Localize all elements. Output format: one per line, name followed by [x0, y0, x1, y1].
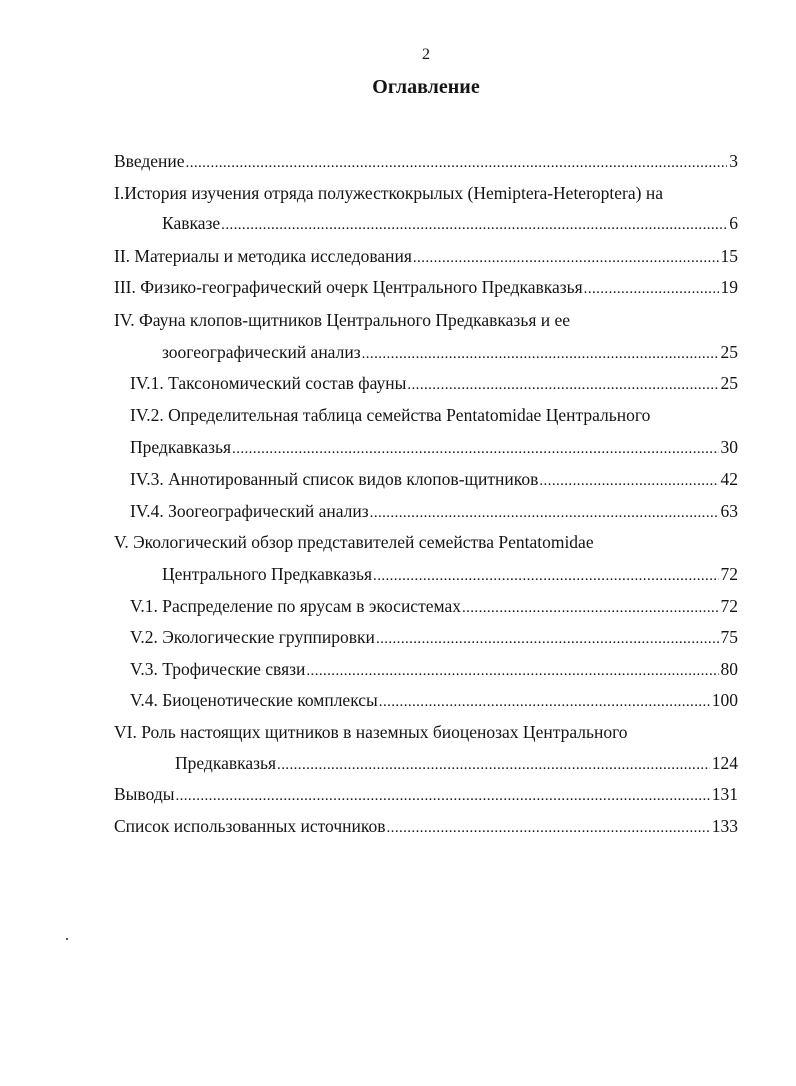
toc-entry-chapter-5[interactable]: [162, 561, 738, 587]
toc-entry-chapter-6-line1[interactable]: VI. Роль настоящих щитников в наземных биоценозах Центрального: [114, 722, 628, 742]
toc-entry-page: 80: [720, 659, 738, 679]
toc-entry-label: Центрального Предкавказья: [162, 564, 373, 584]
dot-leader: [376, 626, 719, 652]
dot-leader: [379, 689, 710, 715]
toc-entry-chapter-2[interactable]: [114, 243, 738, 269]
dot-leader: [373, 563, 718, 589]
dot-leader: [462, 595, 719, 621]
toc-entry-chapter-1-line1[interactable]: I.История изучения отряда полужесткокрылых (Hemiptera-Heteroptera) на: [114, 183, 663, 203]
toc-entry-references[interactable]: [114, 813, 738, 839]
toc-entry-page: 25: [720, 342, 738, 362]
toc-entry-page: 72: [720, 564, 738, 584]
toc-entry-conclusions[interactable]: [114, 781, 738, 807]
toc-entry-section-4-2-line1[interactable]: IV.2. Определительная таблица семейства Pentatomidae Центрального: [130, 405, 651, 425]
toc-entry-section-5-3[interactable]: [130, 656, 738, 682]
toc-entry-page: 3: [729, 151, 738, 171]
dot-leader: [306, 658, 718, 684]
dot-leader: [221, 212, 727, 238]
page-number: 2: [422, 46, 430, 63]
toc-entry-page: 124: [711, 753, 738, 773]
page-title: Оглавление: [372, 76, 480, 98]
toc-entry-section-4-2[interactable]: [130, 434, 738, 460]
scan-speck: [66, 938, 68, 940]
toc-entry-label: Выводы: [114, 784, 175, 804]
toc-entry-label: Предкавказья: [130, 437, 232, 457]
toc-entry-page: 100: [711, 690, 738, 710]
toc-entry-section-5-2[interactable]: [130, 624, 738, 650]
toc-entry-chapter-1[interactable]: [162, 210, 738, 236]
toc-entry-label: V.4. Биоценотические комплексы: [130, 690, 378, 710]
dot-leader: [232, 436, 718, 462]
toc-entry-page: 6: [729, 213, 738, 233]
toc-entry-label: V.3. Трофические связи: [130, 659, 306, 679]
toc-entry-section-4-4[interactable]: [130, 498, 738, 524]
toc-entry-label: II. Материалы и методика исследования: [114, 246, 412, 266]
dot-leader: [277, 752, 710, 778]
toc-entry-page: 30: [720, 437, 738, 457]
toc-entry-label: IV.4. Зоогеографический анализ: [130, 501, 369, 521]
toc-entry-chapter-5-line1[interactable]: V. Экологический обзор представителей семейства Pentatomidae: [114, 532, 594, 552]
toc-entry-label: Предкавказья: [175, 753, 277, 773]
toc-entry-section-4-1[interactable]: [130, 370, 738, 396]
toc-entry-label: зоогеографический анализ: [162, 342, 361, 362]
toc-entry-label: III. Физико-географический очерк Центрального Предкавказья: [114, 277, 583, 297]
dot-leader: [413, 245, 719, 271]
toc-entry-page: 131: [711, 784, 738, 804]
dot-leader: [539, 468, 718, 494]
toc-entry-section-4-3[interactable]: [130, 466, 738, 492]
toc-entry-page: 15: [720, 246, 738, 266]
toc-entry-label: IV.3. Аннотированный список видов клопов-щитников: [130, 469, 539, 489]
toc-entry-page: 42: [720, 469, 738, 489]
toc-entry-page: 72: [720, 596, 738, 616]
toc-entry-page: 19: [720, 277, 738, 297]
toc-entry-page: 25: [720, 373, 738, 393]
toc-entry-label: V.1. Распределение по ярусам в экосистемах: [130, 596, 461, 616]
toc-entry-label: V.2. Экологические группировки: [130, 627, 375, 647]
toc-entry-page: 75: [720, 627, 738, 647]
toc-entry-label: Введение: [114, 151, 185, 171]
dot-leader: [584, 276, 719, 302]
dot-leader: [407, 372, 718, 398]
toc-entry-chapter-4-line1[interactable]: IV. Фауна клопов-щитников Центрального Предкавказья и ее: [114, 310, 571, 330]
toc-entry-label: IV.1. Таксономический состав фауны: [130, 373, 407, 393]
toc-entry-introduction[interactable]: [114, 148, 738, 174]
dot-leader: [362, 341, 719, 367]
toc-entry-chapter-3[interactable]: [114, 274, 738, 300]
dot-leader: [186, 150, 728, 176]
dot-leader: [387, 815, 710, 841]
toc-entry-page: 63: [720, 501, 738, 521]
toc-entry-chapter-4[interactable]: [162, 339, 738, 365]
toc-entry-section-5-1[interactable]: [130, 593, 738, 619]
dot-leader: [370, 500, 719, 526]
toc-entry-chapter-6[interactable]: [175, 750, 738, 776]
toc-entry-section-5-4[interactable]: [130, 687, 738, 713]
toc-entry-page: 133: [711, 816, 738, 836]
toc-entry-label: Список использованных источников: [114, 816, 386, 836]
dot-leader: [175, 783, 709, 809]
toc-entry-label: Кавказе: [162, 213, 221, 233]
